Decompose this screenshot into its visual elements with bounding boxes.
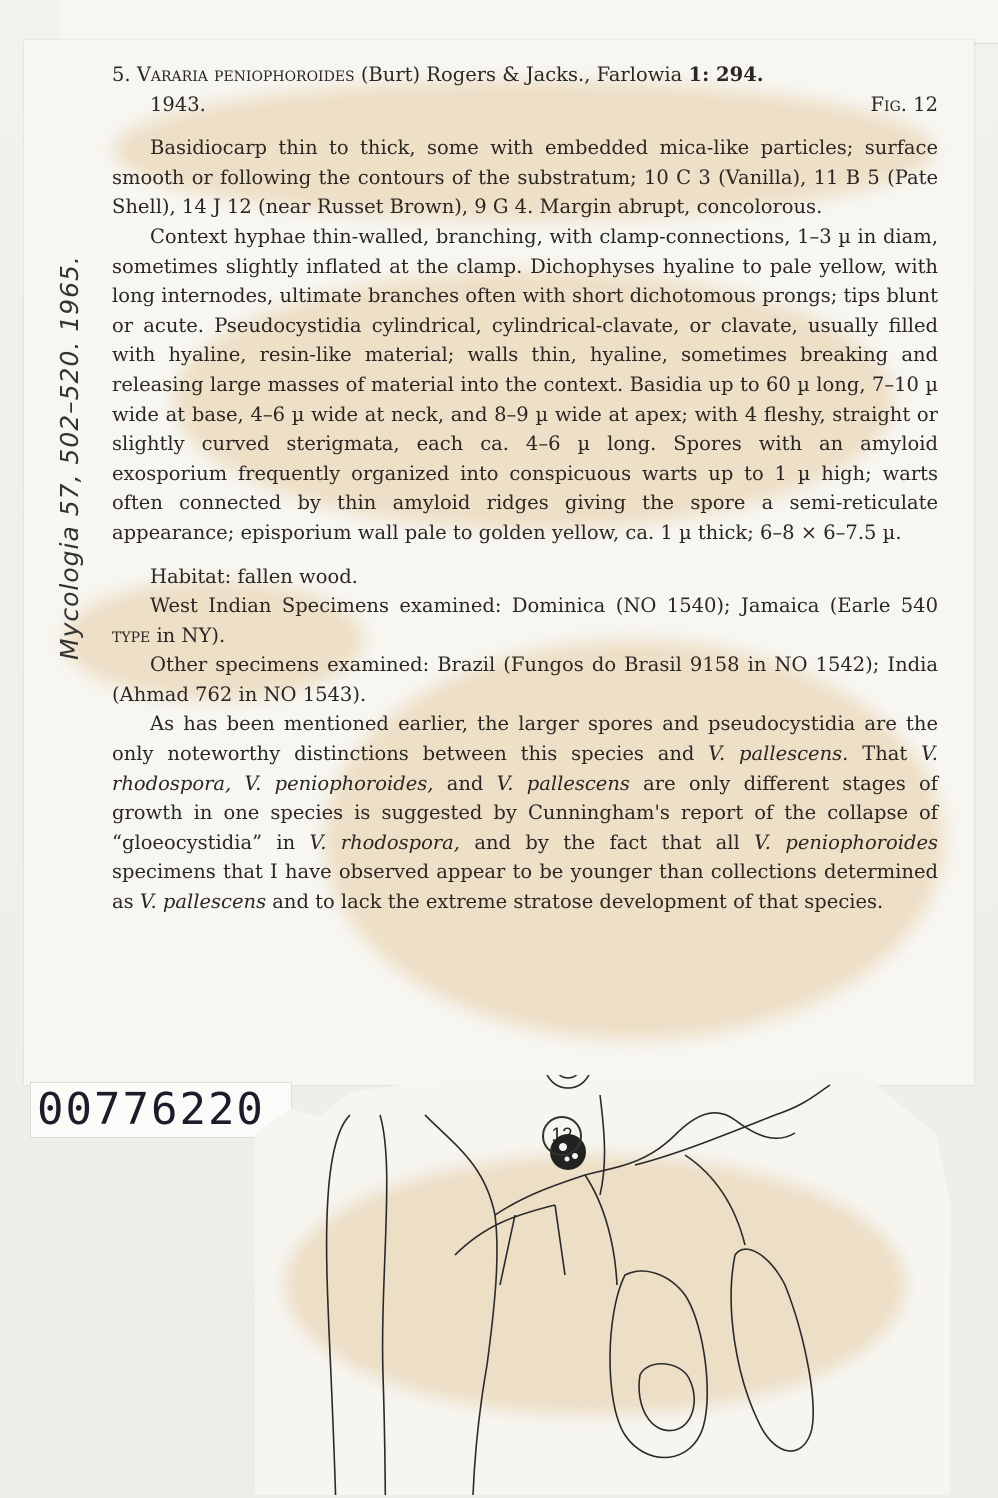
type-label: type [112, 623, 151, 647]
species-heading-line-2 [112, 90, 938, 120]
habitat-paragraph: Habitat: fallen wood. [150, 564, 358, 588]
citation: 1: 294. [688, 63, 764, 86]
barcode-label: 00776220 [30, 1082, 292, 1138]
figure-reference: Fig. 12 [870, 92, 938, 116]
discussion-text: That [862, 742, 908, 766]
spacer [112, 119, 938, 133]
species-italic: V. peniophoroides [754, 830, 939, 854]
species-italic: V. pallescens [496, 771, 630, 795]
pseudocystidium-drawing [731, 1249, 813, 1451]
species-description [112, 60, 938, 917]
species-italic: V. peniophoroides, [244, 771, 434, 795]
pseudocystidium-drawing [327, 1115, 387, 1495]
species-heading [112, 60, 938, 90]
species-italic: V. pallescens. [708, 742, 849, 766]
description-paragraph: Basidiocarp thin to thick, some with embedded mica-like particles; surface smooth or following the contours of the substratum; 10 C 3 (Vanilla), 11 B 5 (Pate Shell), 14 J 12 (near Russet Brown), 9 G 4. Margin abrupt, concolorous. [112, 136, 938, 219]
species-italic: V. rhodospora, [309, 830, 460, 854]
discussion-text: specimens that I have observed appear to be younger than collections determined as [112, 860, 938, 914]
microscopy-drawing [255, 1075, 950, 1495]
dichophysis-drawing [455, 1205, 565, 1285]
species-italic: V. rhodospora, [112, 742, 938, 795]
species-name: Vararia peniophoroides [136, 63, 355, 86]
species-italic: V. pallescens [139, 890, 267, 914]
printed-clipping [24, 40, 974, 1085]
spore-drawing [555, 1075, 581, 1078]
figure-number-circle: 12 [542, 1116, 582, 1156]
dichophysis-drawing [675, 1113, 795, 1139]
dichophysis-drawing [600, 1085, 830, 1245]
discussion-text: As has been mentioned earlier, the larger spores and pseudocystidia are the only noteworthy distinctions between this species and [112, 712, 938, 766]
west-indian-specimens-text: West Indian Specimens examined: Dominica (NO 1540); Jamaica (Earle 540 [150, 594, 938, 618]
spacer [112, 548, 938, 562]
microscopy-paragraph: Context hyphae thin-walled, branching, with clamp-connections, 1–3 µ in diam, sometimes slightly inflated at the clamp. Dichophyses hyaline to pale yellow, with long internodes, ultimate branches often with short dichotomous prongs; tips blunt or acute. Pseudocystidia cylindrical, cylindrical-clavate, or clavate, usually filled with hyaline, resin-like material; walls thin, hyaline, sometimes breaking and releasing large masses of material into the context. Basidia up to 60 µ long, 7–10 µ wide at base, 4–6 µ wide at neck, and 8–9 µ wide at apex; with 4 fleshy, straight or slightly curved sterigmata, each ca. 4–6 µ long. Spores with an amyloid exosporium frequently organized into conspicuous warts up to 1 µ high; warts often connected by thin amyloid ridges giving the spore a semi-reticulate appearance; episporium wall pale to golden yellow, ca. 1 µ thick; 6–8 × 6–7.5 µ. [112, 224, 938, 544]
west-indian-specimens-paragraph [112, 591, 938, 650]
entry-number: 5. [112, 63, 131, 86]
discussion-paragraph [112, 709, 938, 916]
publication-year: 1943. [150, 92, 206, 116]
dichophysis-drawing [425, 1115, 675, 1495]
handwritten-annotation: Mycologia 57, 502–520. 1965. [55, 255, 84, 660]
upper-paper-strip [60, 0, 998, 44]
species-authority: (Burt) Rogers & Jacks., Farlowia [360, 63, 683, 86]
other-specimens-paragraph: Other specimens examined: Brazil (Fungos do Brasil 9158 in NO 1542); India (Ahmad 762 in NO 1543). [112, 653, 938, 706]
discussion-text: and to lack the extreme stratose development of that species. [272, 890, 884, 914]
discussion-text: and [446, 771, 484, 795]
spore-drawing [545, 1075, 591, 1088]
discussion-text: are only different stages of growth in one species is suggested by Cunningham's report of the collapse of “gloeocystidia” in [112, 771, 938, 854]
west-indian-specimens-end: in NY). [156, 623, 226, 647]
discussion-text: and by the fact that all [474, 830, 740, 854]
resin-mass-drawing [639, 1364, 694, 1431]
